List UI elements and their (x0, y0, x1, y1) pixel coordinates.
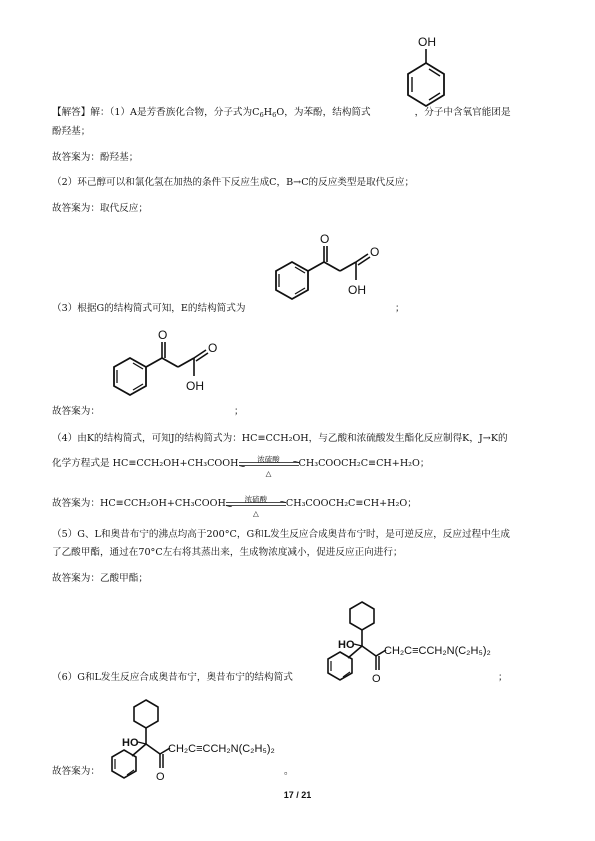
answer-part1-line1: 【解答】解：（1）A是芳香族化合物，分子式为$C_6H_6O$，为苯酚，结构简式 ，分子中含氧官能团是 (52, 107, 511, 119)
answer-part1-result: 故答案为：酚羟基； (52, 152, 139, 163)
svg-text:OH: OH (186, 379, 204, 393)
answer-part2-result: 故答案为：取代反应； (52, 203, 148, 214)
reaction-arrow: 浓硫酸 △ (239, 457, 299, 471)
answer-part6: （6）G和L发生反应合成奥昔布宁，奥昔布宁的结构简式 ； (52, 672, 508, 683)
oxybutynin-structure (322, 600, 502, 692)
oxybutynin-structure-answer (106, 698, 286, 790)
answer-part3-result: 故答案为： ； (52, 406, 244, 417)
answer-part4-line1: （4）由K的结构简式，可知J的结构简式为：HC≡CCH₂OH，与乙酸和浓硫酸发生酯化反应制得K，J→K的 (52, 433, 508, 444)
compound-e-structure (272, 232, 392, 314)
svg-text:OH: OH (418, 35, 436, 49)
answer-part2: （2）环己醇可以和氯化氢在加热的条件下反应生成C，B→C的反应类型是取代反应； (52, 177, 415, 188)
svg-text:HO: HO (338, 639, 355, 651)
svg-text:CH₂C≡CCH₂N(C₂H₅)₂: CH₂C≡CCH₂N(C₂H₅)₂ (384, 645, 491, 657)
svg-text:O: O (370, 245, 380, 259)
reaction-arrow: 浓硫酸 △ (226, 497, 286, 511)
svg-text:O: O (208, 341, 218, 355)
svg-text:O: O (158, 328, 168, 342)
answer-part5-line1: （5）G、L和奥昔布宁的沸点均高于200°C，G和L发生反应合成奥昔布宁时，是可逆反应，反应过程中生成 (52, 529, 510, 540)
svg-text:OH: OH (348, 283, 366, 297)
answer-part4-result: 故答案为：HC≡CCH₂OH+CH₃COOH 浓硫酸 △ CH₃COOCH₂C≡CH+H₂O； (52, 495, 417, 518)
answer-part6-result: 故答案为： 。 (52, 766, 294, 777)
page-number: 17 / 21 (283, 790, 312, 800)
compound-e-structure-answer (110, 328, 230, 410)
answer-part3: （3）根据G的结构简式可知，E的结构简式为 ； (52, 303, 405, 314)
svg-text:CH₂C≡CCH₂N(C₂H₅)₂: CH₂C≡CCH₂N(C₂H₅)₂ (168, 743, 275, 755)
phenol-structure (402, 34, 452, 112)
answer-part1-line2: 酚羟基； (52, 126, 91, 137)
svg-text:O: O (320, 232, 330, 246)
svg-text:HO: HO (122, 737, 139, 749)
svg-text:O: O (372, 673, 381, 685)
answer-part5-line2: 了乙酸甲酯，通过在70°C左右将其蒸出来，生成物浓度减小，促进反应正向进行； (52, 547, 403, 558)
svg-text:O: O (156, 771, 165, 783)
answer-part5-result: 故答案为：乙酸甲酯； (52, 573, 148, 584)
answer-part4-equation: 化学方程式是 HC≡CCH₂OH+CH₃COOH 浓硫酸 △ CH₃COOCH₂C≡CH+H₂O； (52, 455, 430, 478)
